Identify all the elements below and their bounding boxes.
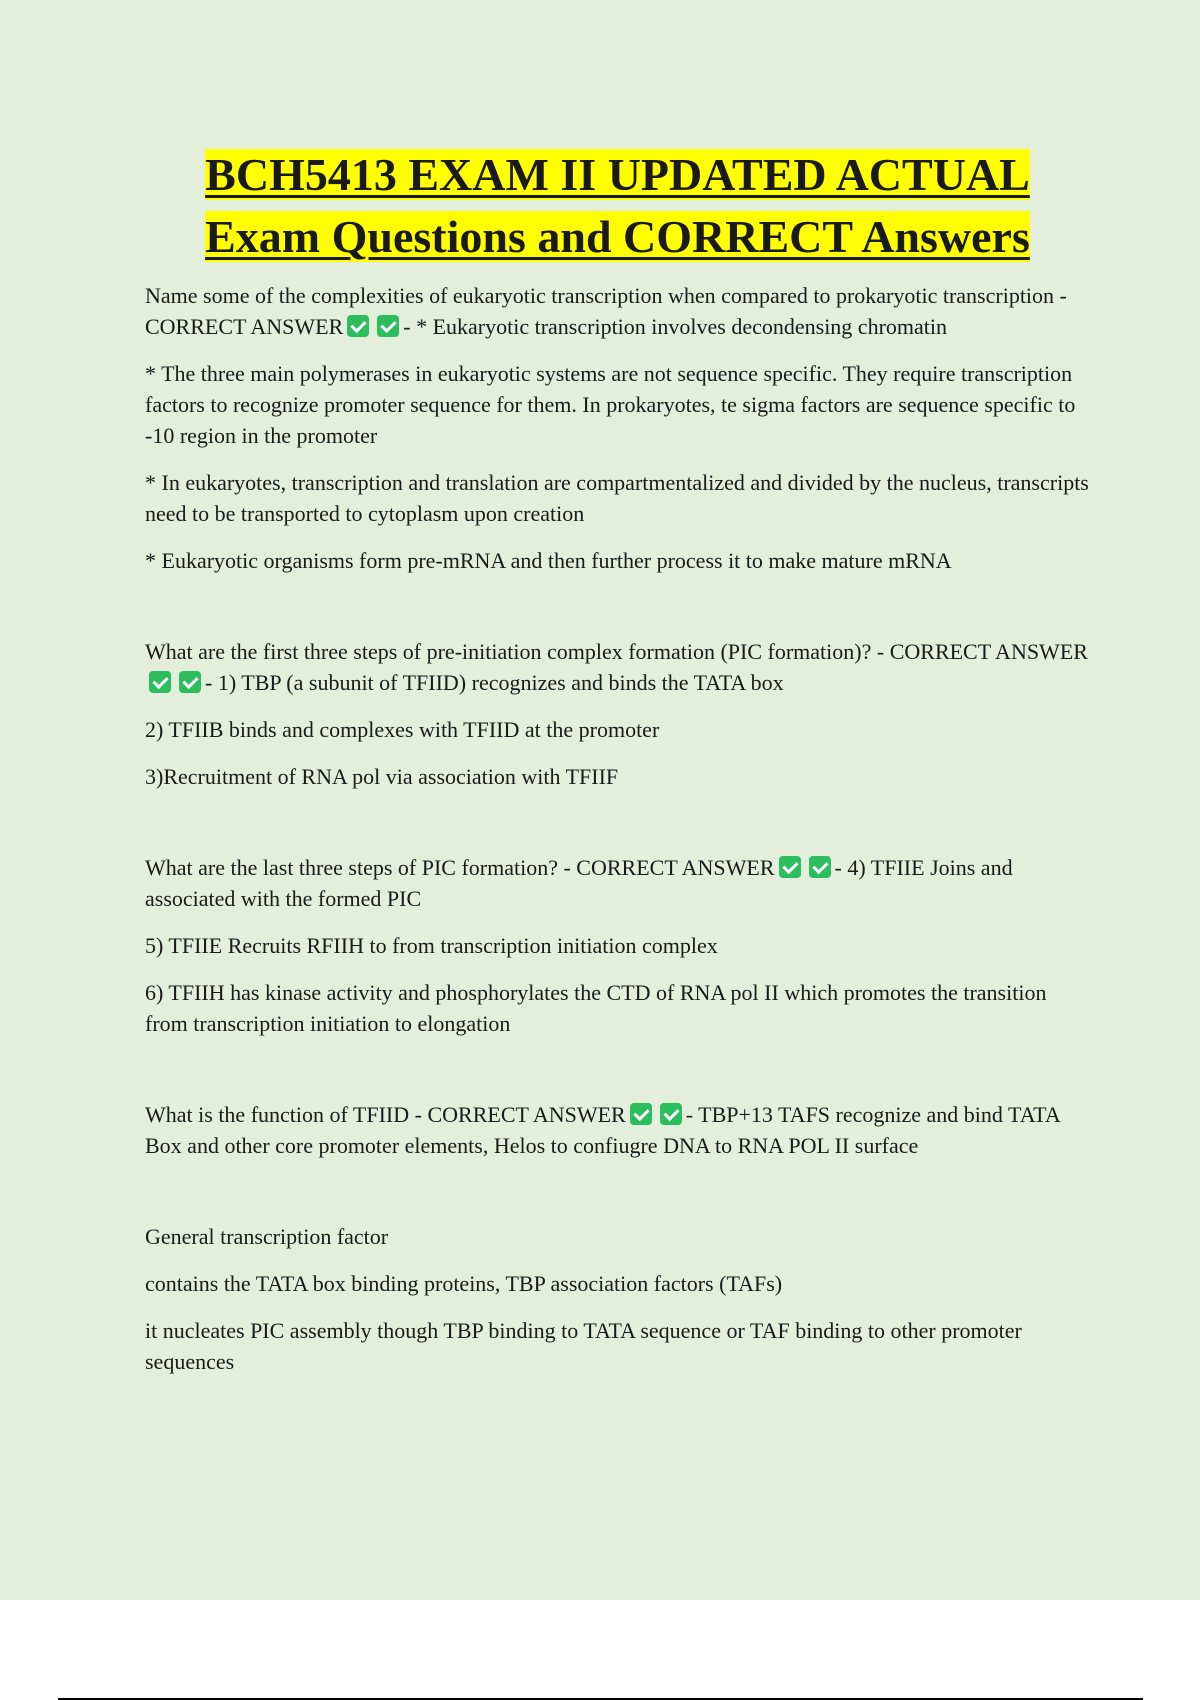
qa-question (145, 636, 1090, 698)
question-text: Name some of the complexities of eukaryotic transcription when compared to prokaryotic transcription - CORRECT ANSWER (145, 283, 1067, 339)
qa-block-4 (145, 1099, 1090, 1161)
answer-lead: - * Eukaryotic transcription involves decondensing chromatin (403, 314, 947, 339)
document-title (145, 144, 1090, 268)
answer-point: 2) TFIIB binds and complexes with TFIID at the promoter (145, 717, 660, 742)
check-box-icon (149, 671, 171, 693)
answer-point: General transcription factor (145, 1224, 389, 1249)
qa-block-5 (145, 1221, 1090, 1377)
answer-point: 5) TFIIE Recruits RFIIH to from transcription initiation complex (145, 933, 718, 958)
answer-lead: - 1) TBP (a subunit of TFIID) recognizes and binds the TATA box (205, 670, 784, 695)
check-box-icon (179, 671, 201, 693)
qa-question (145, 280, 1090, 342)
qa-question (145, 1099, 1090, 1161)
answer-point: * In eukaryotes, transcription and translation are compartmentalized and divided by the nucleus, transcripts need to be transported to cytoplasm upon creation (145, 470, 1089, 526)
answer-lead: - TBP+13 TAFS recognize and bind TATA Box and other core promoter elements, Helos to confiugre DNA to RNA POL II surface (145, 1102, 1060, 1158)
answer-point: 3)Recruitment of RNA pol via association with TFIIF (145, 764, 619, 789)
answer-lead: - 4) TFIIE Joins and associated with the formed PIC (145, 855, 1013, 911)
qa-block-2 (145, 636, 1090, 792)
question-text: What is the function of TFIID - CORRECT ANSWER (145, 1102, 626, 1127)
qa-block-1 (145, 280, 1090, 576)
title-line-1: BCH5413 EXAM II UPDATED ACTUAL (205, 149, 1030, 200)
answer-point: * The three main polymerases in eukaryotic systems are not sequence specific. They require transcription factors to recognize promoter sequence for them. In prokaryotes, te sigma factors are sequence specific to -10 region in the promoter (145, 361, 1076, 448)
answer-point: contains the TATA box binding proteins, TBP association factors (TAFs) (145, 1271, 783, 1296)
answer-point: it nucleates PIC assembly though TBP binding to TATA sequence or TAF binding to other promoter sequences (145, 1318, 1022, 1374)
check-box-icon (377, 315, 399, 337)
qa-content (145, 280, 1090, 1437)
check-box-icon (809, 856, 831, 878)
qa-question (145, 852, 1090, 914)
question-text: What are the last three steps of PIC formation? - CORRECT ANSWER (145, 855, 775, 880)
check-box-icon (779, 856, 801, 878)
answer-point: * Eukaryotic organisms form pre-mRNA and then further process it to make mature mRNA (145, 548, 952, 573)
title-line-2: Exam Questions and CORRECT Answers (205, 211, 1030, 262)
qa-block-3 (145, 852, 1090, 1039)
check-box-icon (630, 1103, 652, 1125)
check-box-icon (347, 315, 369, 337)
answer-point: 6) TFIIH has kinase activity and phosphorylates the CTD of RNA pol II which promotes the transition from transcription initiation to elongation (145, 980, 1047, 1036)
question-text: What are the first three steps of pre-initiation complex formation (PIC formation)? - CORRECT ANSWER (145, 639, 1088, 664)
check-box-icon (660, 1103, 682, 1125)
